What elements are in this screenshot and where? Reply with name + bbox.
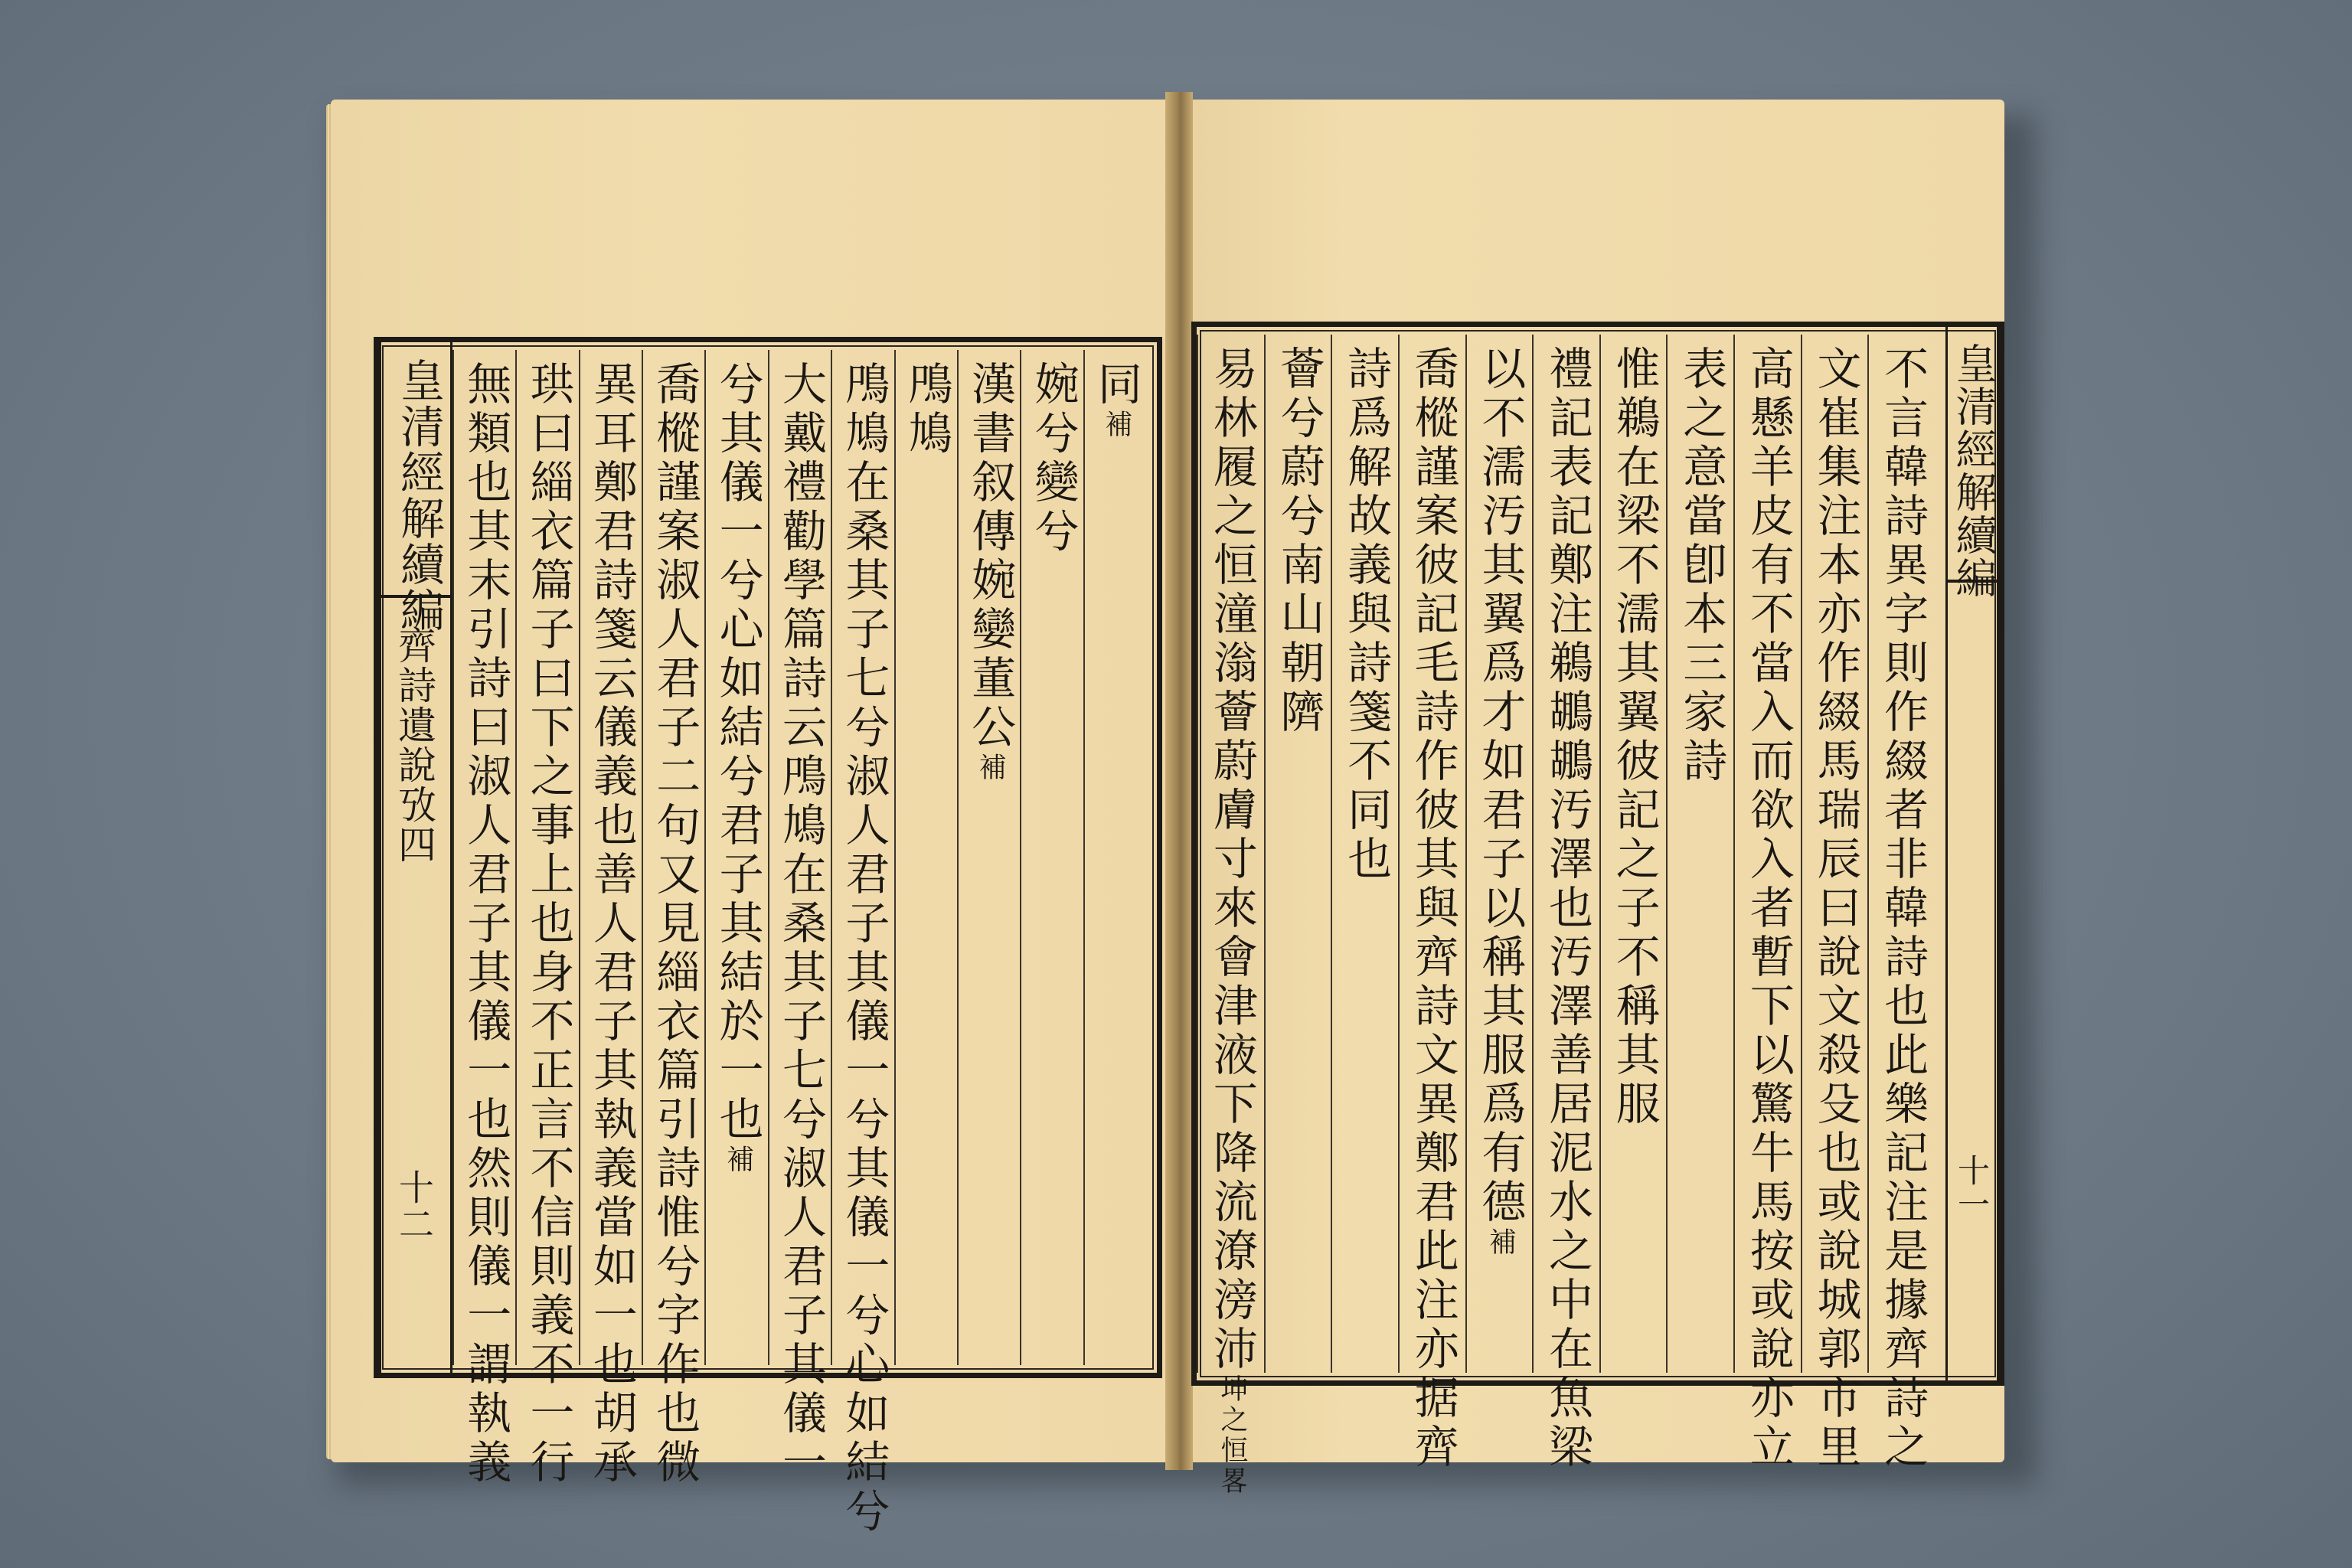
column-text: 喬樅謹案淑人君子二句又見緇衣篇引詩惟兮字作也微 bbox=[648, 361, 701, 1488]
column-text: 詩爲解故義與詩箋不同也 bbox=[1340, 345, 1393, 884]
text-column bbox=[1599, 335, 1667, 1373]
column-text: 無類也其末引詩曰淑人君子其儀一也然則儀一謂執義 bbox=[459, 361, 512, 1488]
annotation-note: 補 bbox=[975, 753, 1007, 783]
column-text: 惟鵜在梁不濡其翼彼記之子不稱其服 bbox=[1608, 345, 1661, 1129]
column-text: 鳲鳩在桑其子七兮淑人君子其儀一兮其儀一兮心如結兮 bbox=[838, 361, 890, 1537]
column-text: 易林履之恒潼滃薈蔚膚寸來會津液下降流潦滂沛坤之恒畧 bbox=[1205, 345, 1258, 1497]
annotation-note: 坤之恒畧 bbox=[1216, 1374, 1248, 1497]
text-column bbox=[831, 350, 893, 1537]
text-column bbox=[1666, 335, 1733, 1373]
annotation-note: 補 bbox=[722, 1145, 754, 1175]
text-column bbox=[452, 350, 515, 1488]
text-column bbox=[768, 350, 831, 1488]
column-text: 以不濡汚其翼爲才如君子以稱其服爲有德補 bbox=[1474, 345, 1527, 1258]
text-column bbox=[1867, 335, 1935, 1472]
text-column bbox=[1020, 350, 1083, 1365]
banxin-title: 皇清經解續編 bbox=[1949, 342, 1998, 599]
text-column bbox=[1197, 335, 1264, 1497]
text-column bbox=[704, 350, 767, 1365]
text-column bbox=[1083, 350, 1146, 1365]
text-column bbox=[515, 350, 578, 1488]
text-column bbox=[894, 350, 957, 1365]
text-column bbox=[1398, 335, 1465, 1472]
text-column bbox=[642, 350, 704, 1488]
column-text: 珙曰緇衣篇子曰下之事上也身不正言不信則義不一行 bbox=[522, 361, 575, 1488]
text-column bbox=[1733, 335, 1801, 1472]
banxin-folio: 十二 bbox=[394, 1169, 435, 1243]
left-text-frame bbox=[374, 337, 1162, 1537]
annotation-note: 補 bbox=[1485, 1227, 1517, 1258]
column-text: 婉兮變兮 bbox=[1027, 361, 1080, 557]
column-text: 禮記表記鄭注鵜鶘鶘汚澤也汚澤善居泥水之中在魚梁 bbox=[1540, 345, 1593, 1472]
text-column bbox=[957, 350, 1020, 1365]
annotation-note: 補 bbox=[1100, 410, 1132, 440]
text-column bbox=[1801, 335, 1868, 1472]
column-text: 異耳鄭君詩箋云儀義也善人君子其執義當如一也胡承 bbox=[585, 361, 638, 1488]
column-text: 表之意當卽本三家詩 bbox=[1675, 345, 1728, 786]
text-column bbox=[1465, 335, 1533, 1373]
text-column bbox=[1532, 335, 1599, 1472]
column-text: 漢書叙傳婉孌董公補 bbox=[964, 361, 1017, 783]
banxin-folio: 十一 bbox=[1953, 1154, 1991, 1221]
column-text: 文崔集注本亦作綴馬瑞辰曰說文殺殳也或說城郭市里 bbox=[1809, 345, 1862, 1472]
right-banxin bbox=[1945, 327, 1999, 1380]
banxin-title: 皇清經解續編 bbox=[393, 358, 445, 633]
column-text: 高懸羊皮有不當入而欲入者暫下以驚牛馬按或說亦立 bbox=[1742, 345, 1795, 1472]
column-text: 不言韓詩異字則作綴者非韓詩也此樂記注是據齊詩之 bbox=[1877, 345, 1929, 1472]
column-text: 兮其儀一兮心如結兮君子其結於一也補 bbox=[711, 361, 764, 1175]
column-text: 薈兮蔚兮南山朝隮 bbox=[1272, 345, 1325, 737]
right-text-frame bbox=[1191, 322, 2004, 1497]
column-text: 鳲鳩 bbox=[900, 361, 953, 459]
text-column bbox=[579, 350, 642, 1488]
banxin-section: 齊詩遺說攷四 bbox=[392, 626, 436, 864]
left-banxin bbox=[379, 342, 452, 1373]
column-text: 大戴禮勸學篇詩云鳲鳩在桑其子七兮淑人君子其儀一 bbox=[775, 361, 827, 1488]
text-column bbox=[1331, 335, 1398, 1373]
book-gutter bbox=[1165, 92, 1193, 1470]
text-column bbox=[1264, 335, 1331, 1373]
column-text: 同補 bbox=[1089, 361, 1142, 440]
column-text: 喬樅謹案彼記毛詩作彼其與齊詩文異鄭君此注亦据齊 bbox=[1406, 345, 1459, 1472]
